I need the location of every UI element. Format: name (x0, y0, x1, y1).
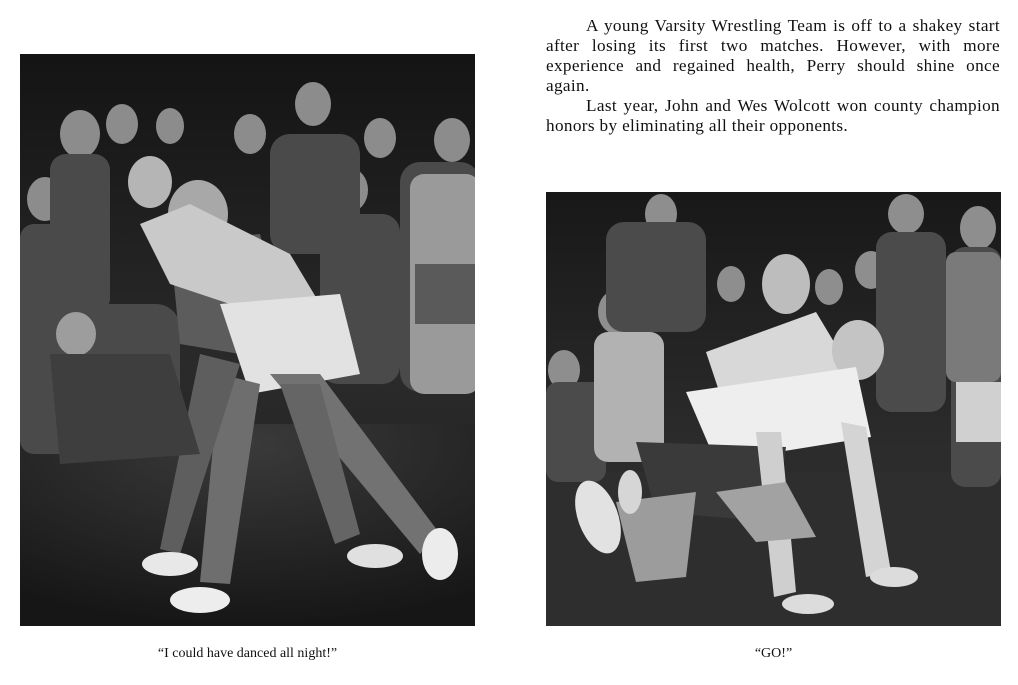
wrestling-photo-right (546, 192, 1001, 626)
article-paragraph-1: A young Varsity Wrestling Team is off to a shakey start after losing its first two matches. However, with more experience and regained health, Perry should shine once again. (546, 16, 1000, 95)
article-text (546, 16, 1000, 136)
photo-caption-right: “GO!” (754, 646, 793, 661)
article-paragraph-2: Last year, John and Wes Wolcott won county champion honors by eliminating all their opponents. (546, 96, 1000, 135)
photo-caption-left: “I could have danced all night!” (157, 646, 338, 661)
wrestling-photo-left-image (20, 54, 475, 626)
wrestling-photo-right-image (546, 192, 1001, 626)
wrestling-photo-left (20, 54, 475, 626)
